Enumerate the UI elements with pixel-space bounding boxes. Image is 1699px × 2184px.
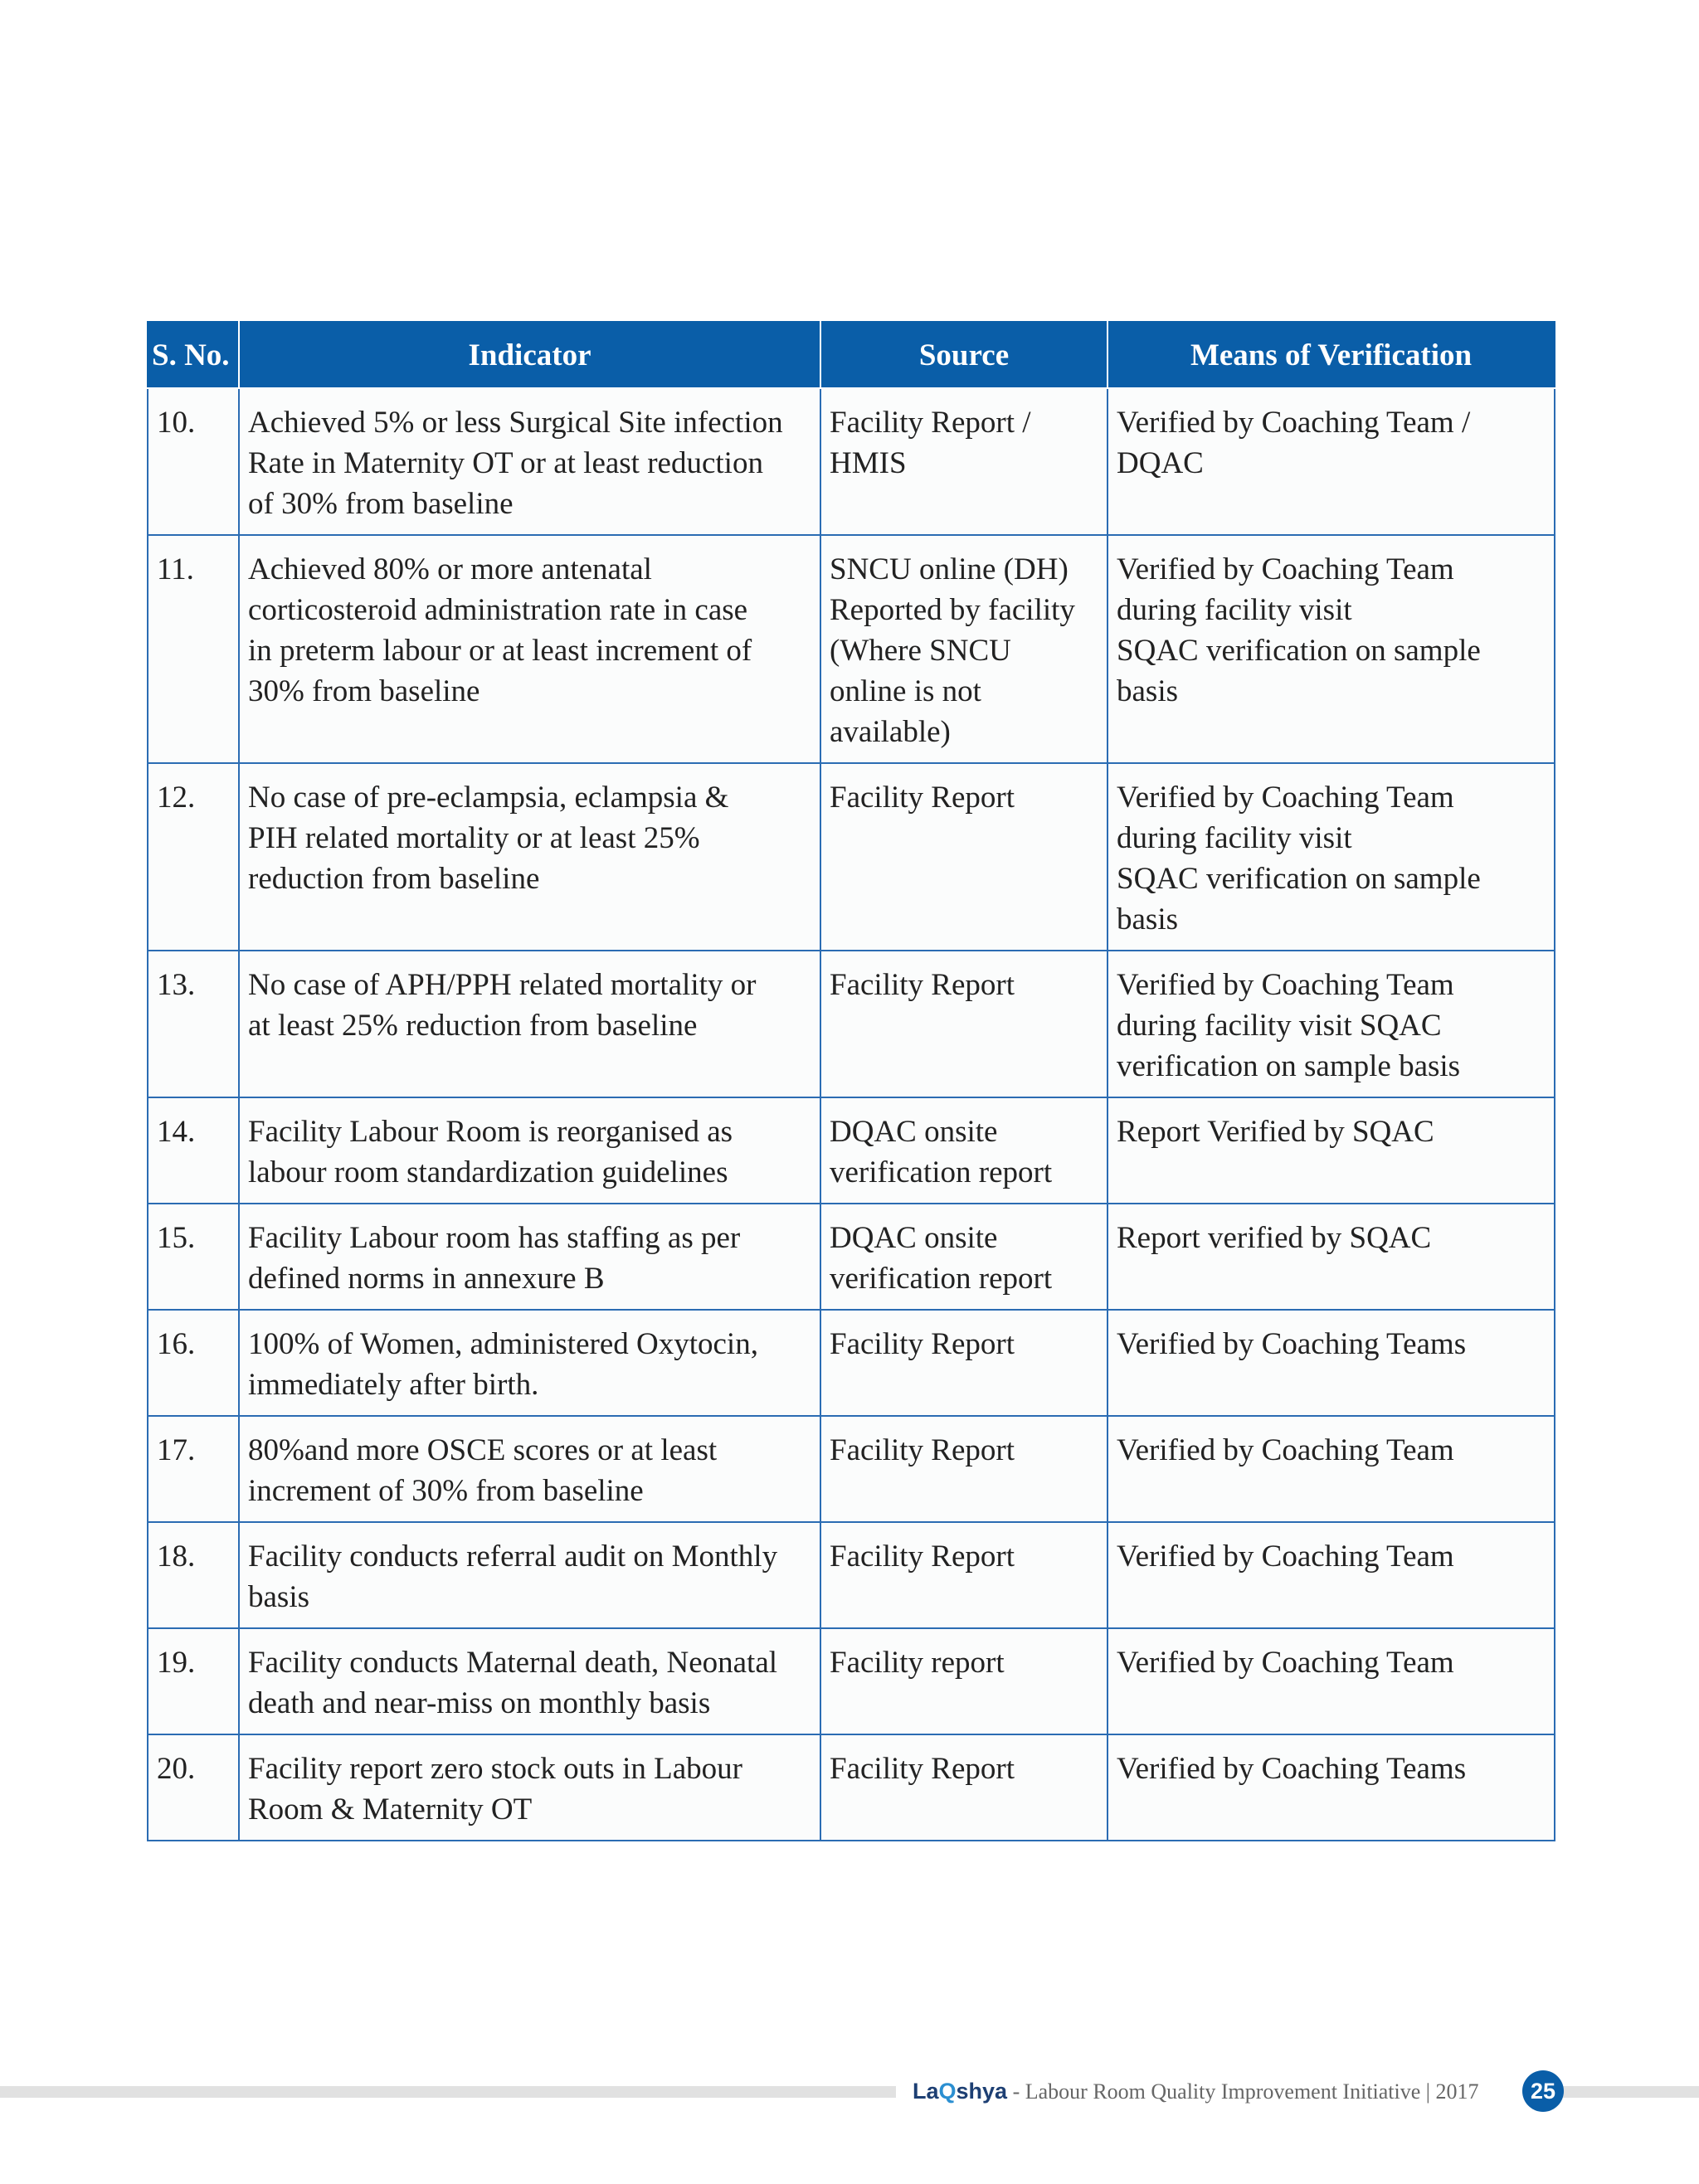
cell-line: Room & Maternity OT xyxy=(248,1792,533,1826)
cell-line: DQAC onsite xyxy=(830,1221,998,1255)
cell-indicator xyxy=(239,1097,820,1204)
cell-line: labour room standardization guidelines xyxy=(248,1155,728,1189)
cell-indicator xyxy=(239,388,820,535)
cell-line: Facility Report xyxy=(830,968,1015,1002)
cell-line: defined norms in annexure B xyxy=(248,1262,605,1296)
cell-source xyxy=(820,1734,1108,1841)
cell-line: online is not xyxy=(830,674,981,708)
column-header-verification: Means of Verification xyxy=(1108,322,1555,388)
cell-indicator xyxy=(239,1416,820,1522)
column-header-source: Source xyxy=(820,322,1108,388)
table-row xyxy=(148,951,1555,1097)
cell-source xyxy=(820,388,1108,535)
table-body xyxy=(148,388,1555,1841)
cell-source xyxy=(820,1310,1108,1416)
cell-source xyxy=(820,1097,1108,1204)
cell-source xyxy=(820,763,1108,951)
cell-source xyxy=(820,535,1108,763)
cell-indicator xyxy=(239,1204,820,1310)
cell-line: verification report xyxy=(830,1262,1053,1296)
cell-line: during facility visit SQAC xyxy=(1117,1009,1442,1043)
table-row xyxy=(148,1734,1555,1841)
column-header-indicator: Indicator xyxy=(239,322,820,388)
cell-verification xyxy=(1108,1097,1555,1204)
cell-line: reduction from baseline xyxy=(248,862,540,896)
table-row xyxy=(148,1310,1555,1416)
cell-verification xyxy=(1108,1416,1555,1522)
cell-sno: 19. xyxy=(148,1628,239,1734)
page-number-badge: 25 xyxy=(1522,2070,1564,2112)
cell-line: of 30% from baseline xyxy=(248,487,514,521)
cell-line: increment of 30% from baseline xyxy=(248,1474,644,1508)
cell-line: Facility report xyxy=(830,1646,1005,1680)
cell-sno: 18. xyxy=(148,1522,239,1628)
cell-verification xyxy=(1108,1522,1555,1628)
cell-sno: 12. xyxy=(148,763,239,951)
cell-line: Verified by Coaching Team / xyxy=(1117,406,1471,440)
cell-line: Reported by facility xyxy=(830,593,1075,627)
cell-line: 100% of Women, administered Oxytocin, xyxy=(248,1327,758,1361)
cell-line: Facility Report xyxy=(830,1752,1015,1786)
cell-line: 30% from baseline xyxy=(248,674,480,708)
cell-indicator xyxy=(239,763,820,951)
table-header-row xyxy=(148,322,1555,388)
cell-line: at least 25% reduction from baseline xyxy=(248,1009,698,1043)
cell-line: No case of pre-eclampsia, eclampsia & xyxy=(248,781,729,815)
cell-line: Achieved 80% or more antenatal xyxy=(248,552,652,586)
cell-line: Facility report zero stock outs in Labour xyxy=(248,1752,742,1786)
cell-indicator xyxy=(239,535,820,763)
cell-sno: 16. xyxy=(148,1310,239,1416)
cell-line: Verified by Coaching Team xyxy=(1117,968,1454,1002)
table-row xyxy=(148,535,1555,763)
footer-divider-left xyxy=(0,2086,896,2098)
cell-line: during facility visit xyxy=(1117,593,1352,627)
cell-line: Report verified by SQAC xyxy=(1117,1221,1432,1255)
cell-indicator xyxy=(239,1628,820,1734)
cell-indicator xyxy=(239,1522,820,1628)
cell-verification xyxy=(1108,535,1555,763)
cell-verification xyxy=(1108,1310,1555,1416)
cell-indicator xyxy=(239,1734,820,1841)
cell-verification xyxy=(1108,763,1555,951)
cell-line: corticosteroid administration rate in case xyxy=(248,593,748,627)
cell-line: Facility Report xyxy=(830,1433,1015,1467)
cell-source xyxy=(820,951,1108,1097)
cell-line: in preterm labour or at least increment of xyxy=(248,634,752,668)
cell-sno: 10. xyxy=(148,388,239,535)
table-row xyxy=(148,763,1555,951)
cell-line: immediately after birth. xyxy=(248,1368,539,1402)
cell-line: Verified by Coaching Team xyxy=(1117,1433,1454,1467)
cell-verification xyxy=(1108,1628,1555,1734)
cell-source xyxy=(820,1522,1108,1628)
cell-sno: 15. xyxy=(148,1204,239,1310)
cell-line: basis xyxy=(248,1580,309,1614)
cell-line: HMIS xyxy=(830,446,907,480)
indicator-table xyxy=(147,321,1555,1841)
cell-line: PIH related mortality or at least 25% xyxy=(248,821,700,855)
cell-line: DQAC xyxy=(1117,446,1204,480)
cell-line: Verified by Coaching Team xyxy=(1117,781,1454,815)
cell-line: No case of APH/PPH related mortality or xyxy=(248,968,757,1002)
cell-verification xyxy=(1108,1734,1555,1841)
cell-sno: 13. xyxy=(148,951,239,1097)
cell-line: Facility Labour room has staffing as per xyxy=(248,1221,741,1255)
table-row xyxy=(148,1416,1555,1522)
column-header-sno: S. No. xyxy=(148,322,239,388)
cell-line: Facility Report xyxy=(830,1327,1015,1361)
cell-line: death and near-miss on monthly basis xyxy=(248,1686,711,1720)
cell-source xyxy=(820,1416,1108,1522)
cell-line: (Where SNCU xyxy=(830,634,1011,668)
cell-line: SNCU online (DH) xyxy=(830,552,1069,586)
cell-verification xyxy=(1108,951,1555,1097)
cell-verification xyxy=(1108,388,1555,535)
cell-line: Facility conducts referral audit on Monthly xyxy=(248,1540,778,1574)
page-footer xyxy=(913,2074,1479,2109)
cell-source xyxy=(820,1628,1108,1734)
cell-line: verification on sample basis xyxy=(1117,1049,1461,1083)
cell-line: Facility conducts Maternal death, Neonatal xyxy=(248,1646,778,1680)
cell-verification xyxy=(1108,1204,1555,1310)
table-row xyxy=(148,1097,1555,1204)
cell-line: Verified by Coaching Team xyxy=(1117,552,1454,586)
footer-caption: - Labour Room Quality Improvement Initiative | 2017 xyxy=(1007,2079,1479,2104)
table-row xyxy=(148,1204,1555,1310)
cell-line: SQAC verification on sample xyxy=(1117,862,1481,896)
cell-sno: 20. xyxy=(148,1734,239,1841)
table-row xyxy=(148,1522,1555,1628)
brand-logo-text: LaQshya xyxy=(913,2079,1008,2104)
cell-line: Verified by Coaching Teams xyxy=(1117,1327,1467,1361)
cell-source xyxy=(820,1204,1108,1310)
cell-sno: 11. xyxy=(148,535,239,763)
cell-indicator xyxy=(239,1310,820,1416)
cell-line: available) xyxy=(830,715,951,749)
cell-line: Achieved 5% or less Surgical Site infection xyxy=(248,406,783,440)
cell-line: Report Verified by SQAC xyxy=(1117,1115,1434,1149)
cell-line: Facility Report xyxy=(830,781,1015,815)
cell-line: basis xyxy=(1117,674,1178,708)
cell-line: basis xyxy=(1117,902,1178,936)
cell-line: Verified by Coaching Teams xyxy=(1117,1752,1467,1786)
cell-line: SQAC verification on sample xyxy=(1117,634,1481,668)
cell-line: Verified by Coaching Team xyxy=(1117,1646,1454,1680)
cell-indicator xyxy=(239,951,820,1097)
cell-line: Facility Report / xyxy=(830,406,1031,440)
cell-line: verification report xyxy=(830,1155,1053,1189)
table-row xyxy=(148,388,1555,535)
cell-line: Verified by Coaching Team xyxy=(1117,1540,1454,1574)
cell-sno: 17. xyxy=(148,1416,239,1522)
footer-divider-right xyxy=(1561,2086,1699,2098)
cell-line: Rate in Maternity OT or at least reduction xyxy=(248,446,763,480)
cell-line: Facility Labour Room is reorganised as xyxy=(248,1115,733,1149)
cell-line: Facility Report xyxy=(830,1540,1015,1574)
cell-line: 80%and more OSCE scores or at least xyxy=(248,1433,718,1467)
cell-line: during facility visit xyxy=(1117,821,1352,855)
table-row xyxy=(148,1628,1555,1734)
cell-line: DQAC onsite xyxy=(830,1115,998,1149)
cell-sno: 14. xyxy=(148,1097,239,1204)
